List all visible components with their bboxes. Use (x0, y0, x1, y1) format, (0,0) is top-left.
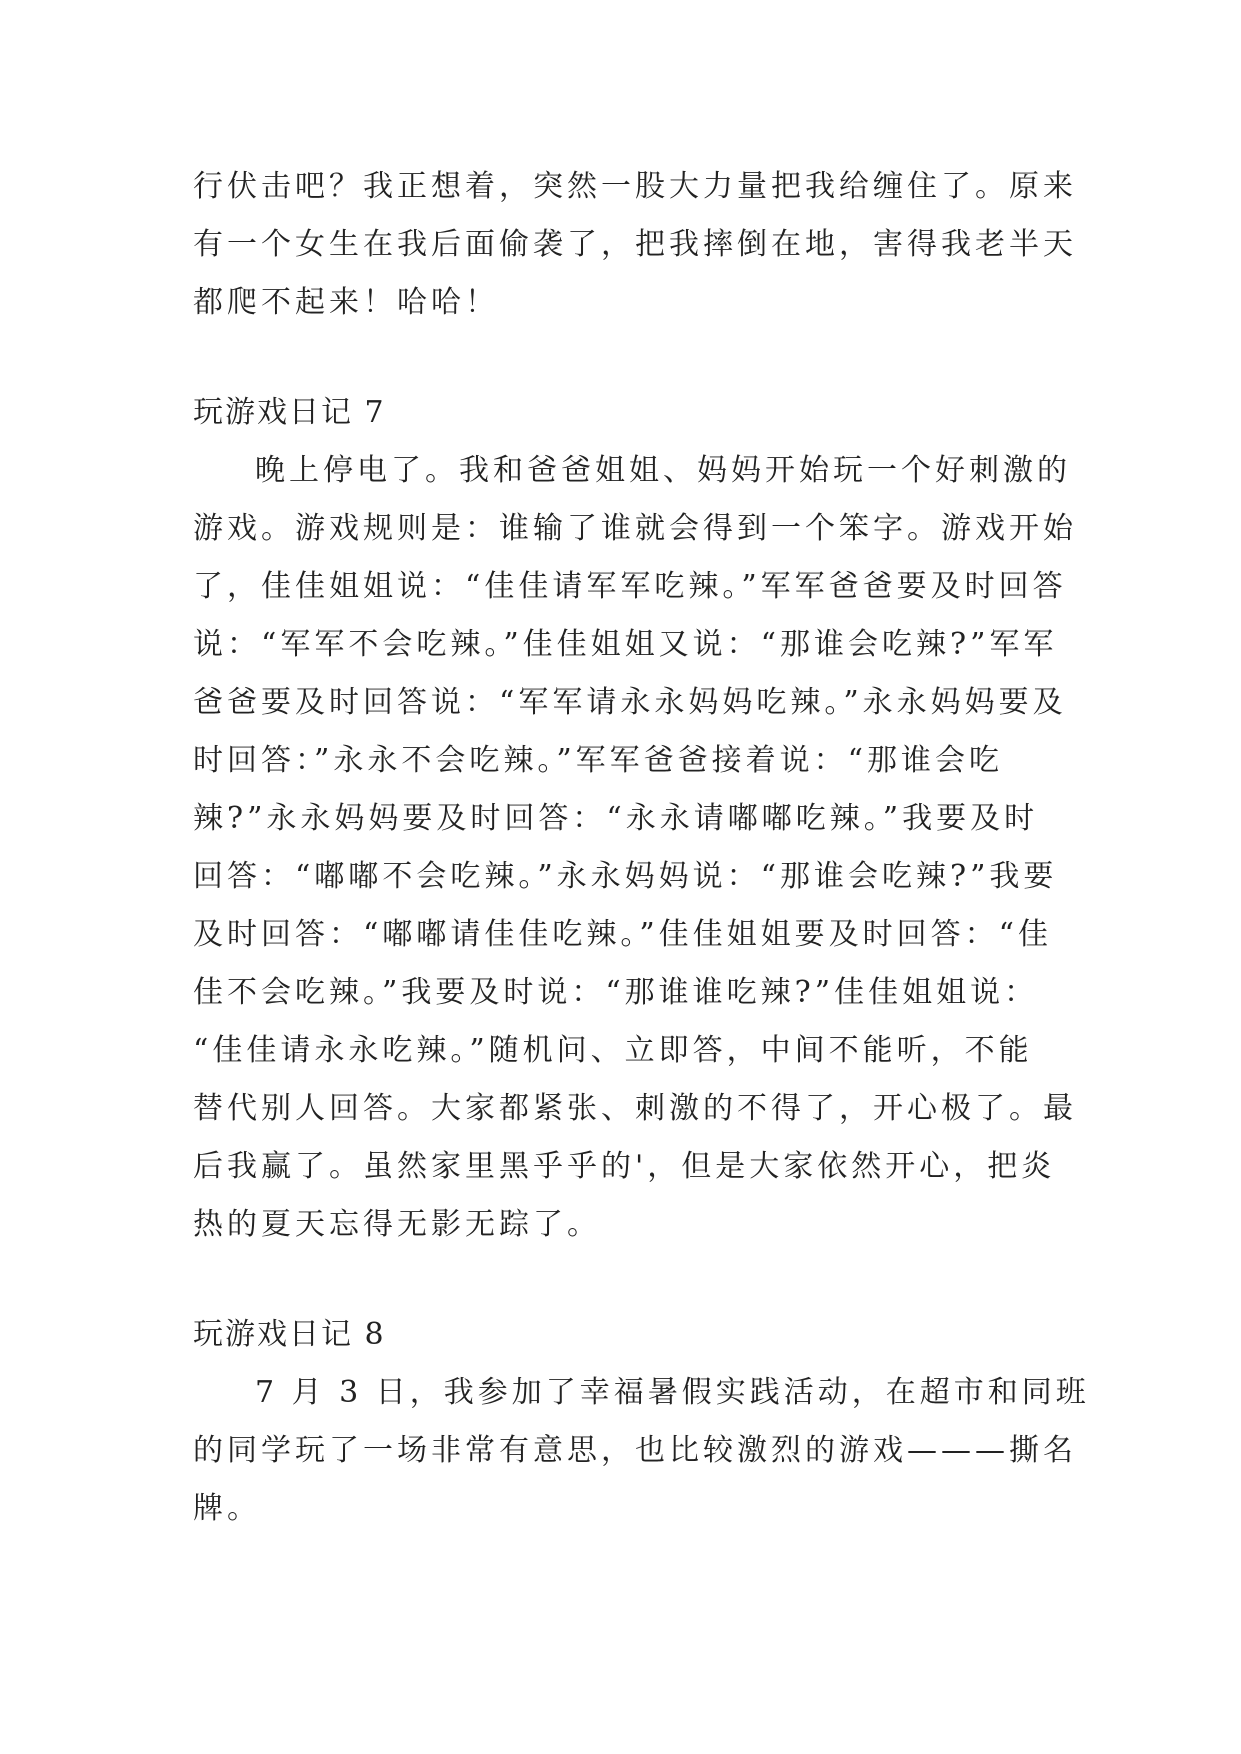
paragraph-line: 时回答：”永永不会吃辣。”军军爸爸接着说：“那谁会吃 (193, 743, 1004, 778)
section-heading: 玩游戏日记 7 (193, 395, 386, 430)
paragraph-line: 及时回答：“嘟嘟请佳佳吃辣。”佳佳姐姐要及时回答：“佳 (193, 917, 1053, 952)
document-page (193, 158, 1090, 1538)
paragraph-line: “佳佳请永永吃辣。”随机问、立即答，中间不能听，不能 (193, 1033, 1033, 1068)
paragraph-line: 爸爸要及时回答说：“军军请永永妈妈吃辣。”永永妈妈要及 (193, 685, 1067, 720)
paragraph-line: 回答：“嘟嘟不会吃辣。”永永妈妈说：“那谁会吃辣?”我要 (193, 859, 1058, 894)
paragraph-line: 佳不会吃辣。”我要及时说：“那谁谁吃辣?”佳佳姐姐说： (193, 975, 1039, 1010)
paragraph-line: 替代别人回答。大家都紧张、刺激的不得了，开心极了。最 (193, 1091, 1077, 1126)
paragraph-line: 后我赢了。虽然家里黑乎乎的'，但是大家依然开心，把炎 (193, 1149, 1056, 1184)
paragraph-line: 了，佳佳姐姐说：“佳佳请军军吃辣。”军军爸爸要及时回答 (193, 569, 1067, 604)
section-heading: 玩游戏日记 8 (193, 1317, 386, 1352)
diary-section-8 (193, 1306, 1090, 1538)
paragraph-line: 游戏。游戏规则是：谁输了谁就会得到一个笨字。游戏开始 (193, 511, 1077, 546)
paragraph-line: 的同学玩了一场非常有意思，也比较激烈的游戏———撕名 (193, 1433, 1077, 1468)
paragraph-line: 热的夏天忘得无影无踪了。 (193, 1207, 601, 1242)
diary-section-7 (193, 384, 1077, 1254)
paragraph-line: 7 月 3 日，我参加了幸福暑假实践活动，在超市和同班 (255, 1375, 1090, 1410)
paragraph-line: 都爬不起来！哈哈！ (193, 285, 499, 320)
paragraph-line: 说：“军军不会吃辣。”佳佳姐姐又说：“那谁会吃辣?”军军 (193, 627, 1058, 662)
paragraph-line: 牌。 (193, 1491, 261, 1526)
paragraph-line: 辣?”永永妈妈要及时回答：“永永请嘟嘟吃辣。”我要及时 (193, 801, 1039, 836)
paragraph-line: 有一个女生在我后面偷袭了，把我摔倒在地，害得我老半天 (193, 227, 1077, 262)
paragraph-line: 晚上停电了。我和爸爸姐姐、妈妈开始玩一个好刺激的 (255, 453, 1071, 488)
paragraph-line: 行伏击吧？我正想着，突然一股大力量把我给缠住了。原来 (193, 169, 1077, 204)
previous-section-text (193, 158, 1077, 332)
